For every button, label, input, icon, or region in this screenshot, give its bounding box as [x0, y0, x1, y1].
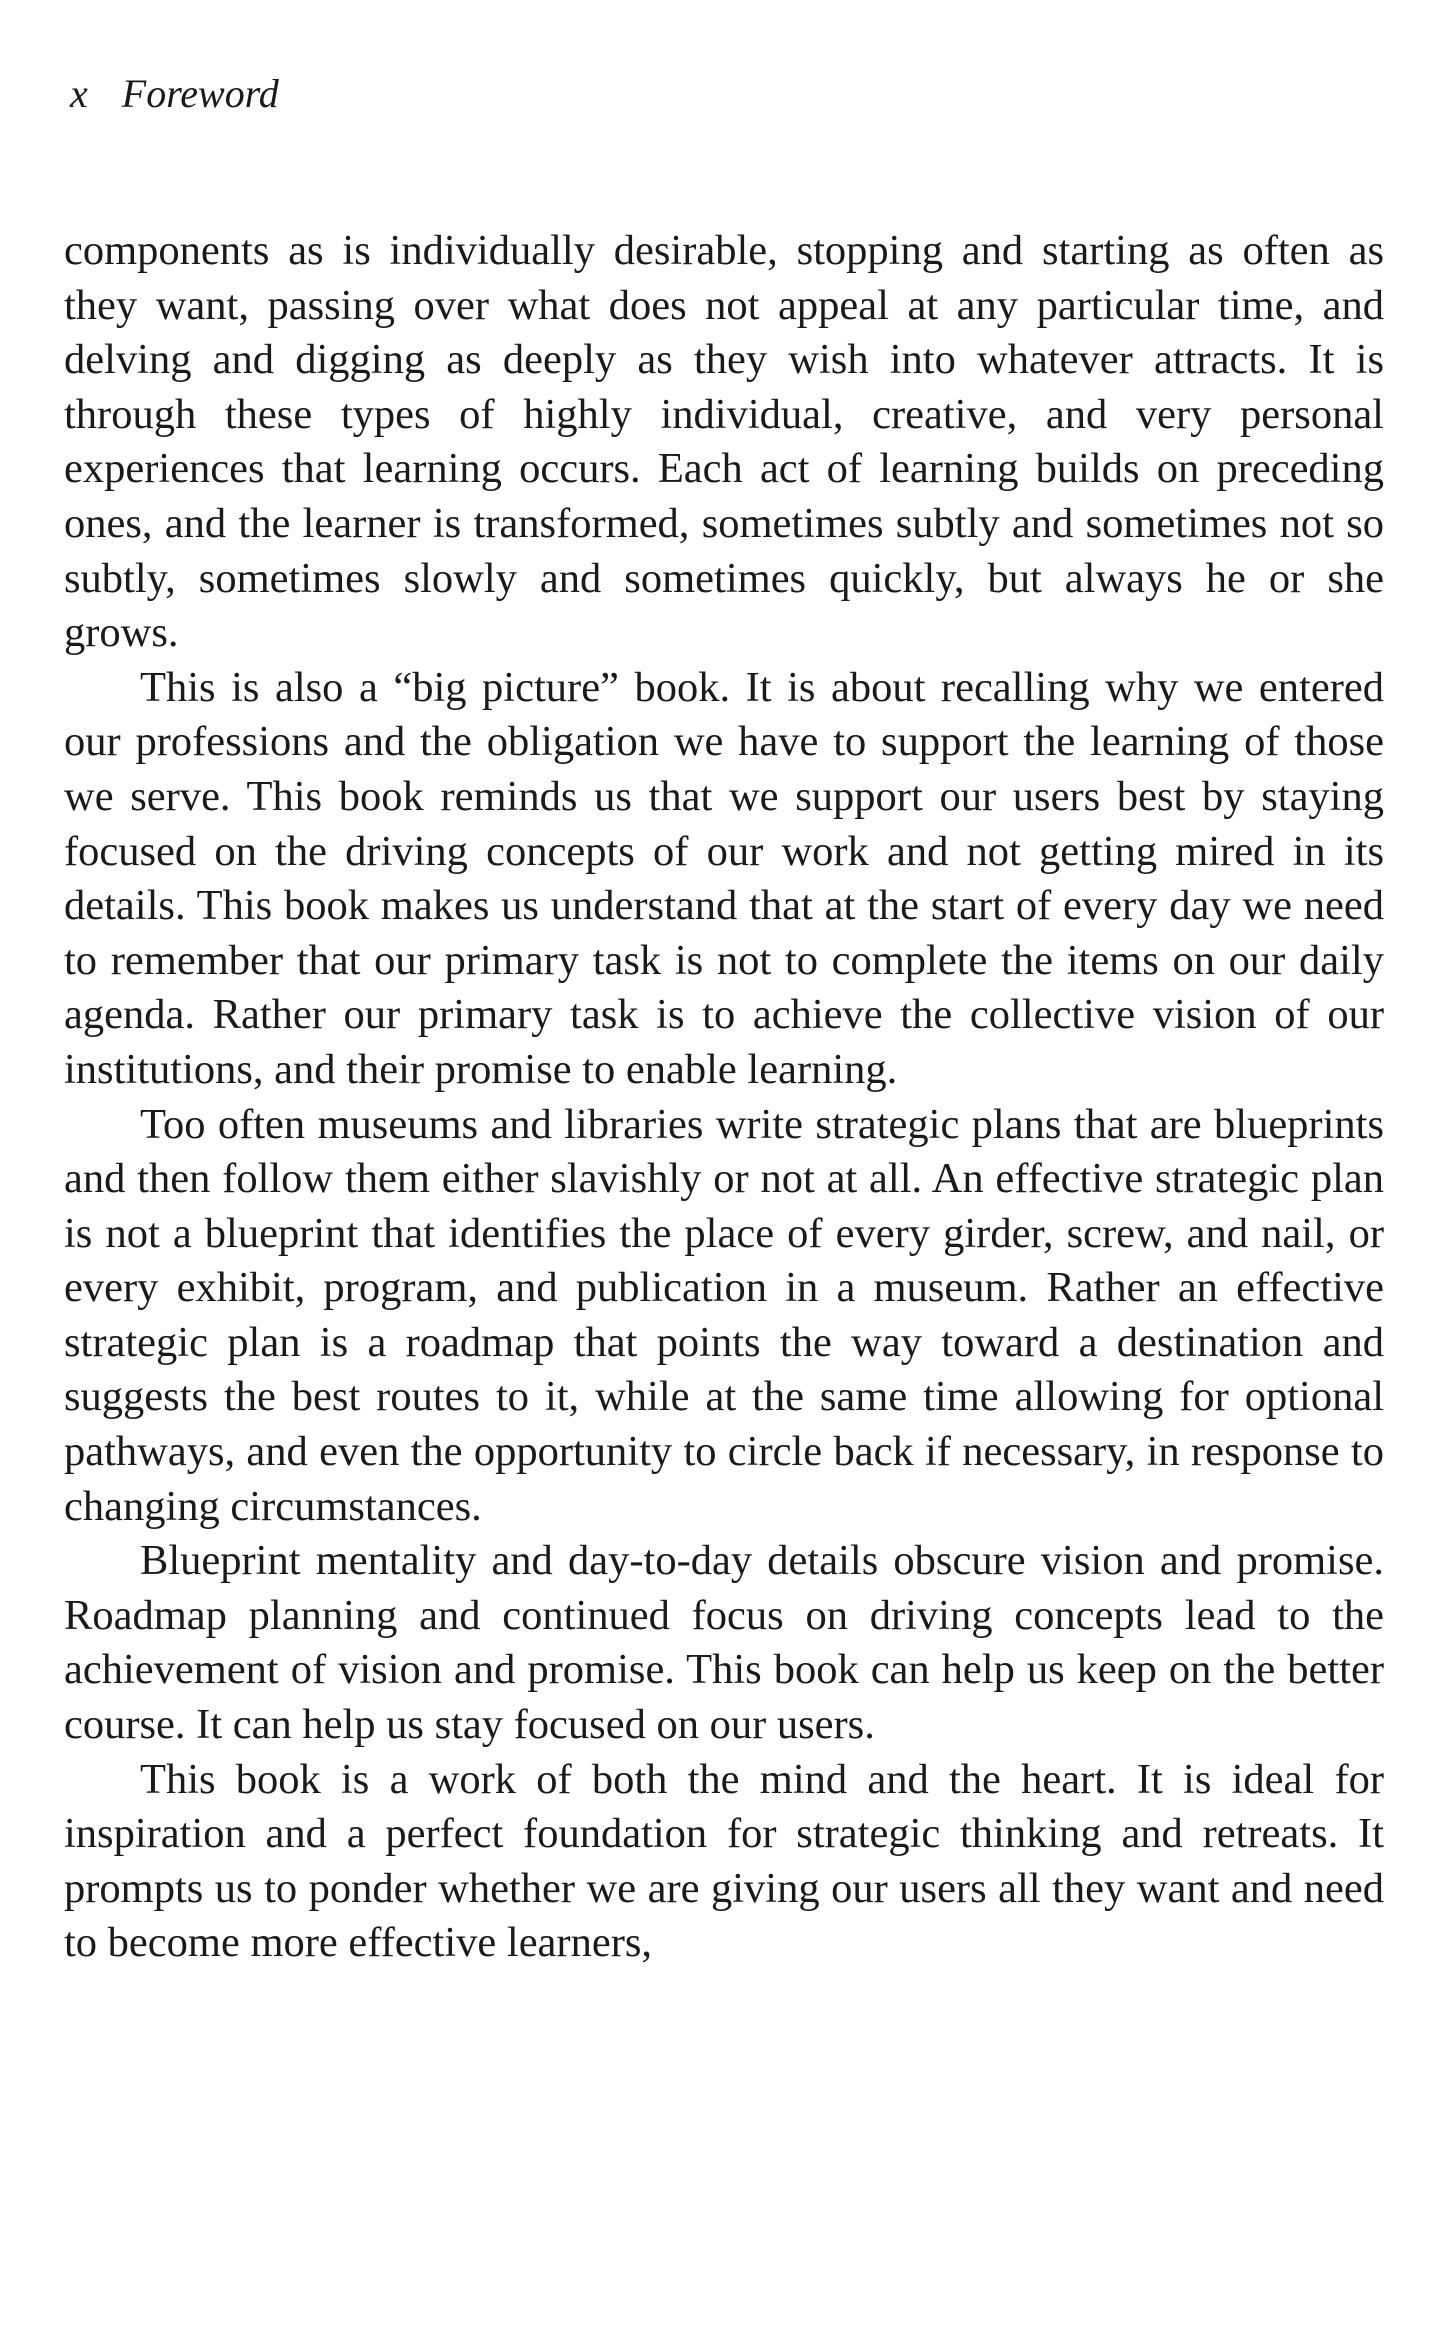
paragraph-blueprint-mentality: Blueprint mentality and day-to-day details obscure vision and promise. Roadmap planning and continued focus on driving concepts lead to the achievement of vision and promise. This book can help us keep on the better course. It can help us stay focused on our users.: [64, 1537, 1384, 1749]
body-text: [64, 224, 1384, 1971]
paragraph-continued: components as is individually desirable, stopping and starting as often as they want, passing over what does not appeal at any particular time, and delving and digging as deeply as they wish into whatever attracts. It is through these types of highly individual, creative, and very personal experiences that learning occurs. Each act of learning builds on preceding ones, and the learner is transformed, sometimes subtly and sometimes not so subtly, sometimes slowly and sometimes quickly, but always he or she grows.: [64, 227, 1384, 657]
paragraph-mind-and-heart: This book is a work of both the mind and the heart. It is ideal for inspiration and a perfect foundation for strategic thinking and retreats. It prompts us to ponder whether we are giving our users all they want and need to become more effective learners,: [64, 1755, 1384, 1967]
running-head: [70, 70, 279, 118]
paragraph-big-picture: This is also a “big picture” book. It is about recalling why we entered our professions and the obligation we have to support the learning of those we serve. This book reminds us that we support our users best by staying focused on the driving concepts of our work and not getting mired in its details. This book makes us understand that at the start of every day we need to remember that our primary task is not to complete the items on our daily agenda. Rather our primary task is to achieve the collective vision of our institutions, and their promise to enable learning.: [64, 663, 1384, 1093]
paragraph-strategic-plans: Too often museums and libraries write strategic plans that are blueprints and then follow them either slavishly or not at all. An effective strategic plan is not a blueprint that identifies the place of every girder, screw, and nail, or every exhibit, program, and publication in a museum. Rather an effective strategic plan is a roadmap that points the way toward a destination and suggests the best routes to it, while at the same time allowing for optional pathways, and even the opportunity to circle back if necessary, in response to changing circumstances.: [64, 1100, 1384, 1530]
page-number: x: [70, 71, 88, 116]
running-head-title: Foreword: [121, 71, 279, 116]
